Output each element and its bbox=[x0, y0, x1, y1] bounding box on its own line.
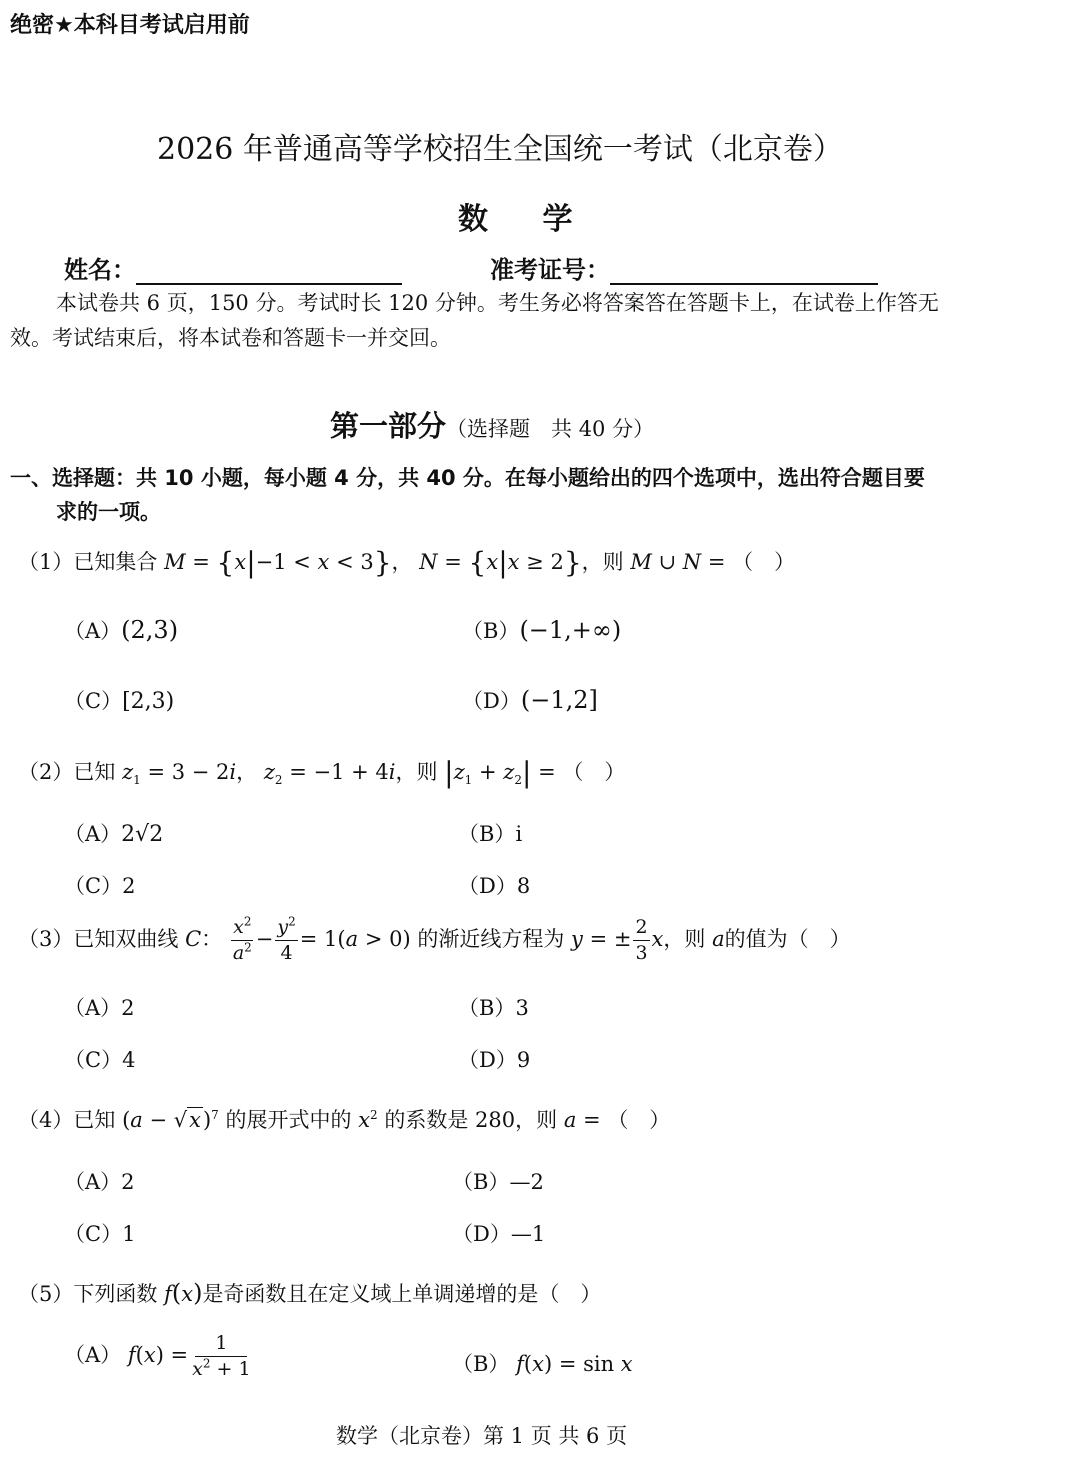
part1-heading bbox=[330, 404, 654, 445]
question-4 bbox=[18, 1104, 670, 1134]
option-label: （C） bbox=[64, 1222, 123, 1246]
option-text: (2,3) bbox=[121, 616, 179, 644]
question-number: （5） bbox=[18, 1282, 74, 1306]
question-mid-2: 的系数是 280，则 bbox=[384, 1108, 558, 1132]
option-text: 8 bbox=[516, 874, 531, 898]
option-1d[interactable] bbox=[462, 685, 598, 715]
option-text: (−1,2] bbox=[520, 686, 598, 714]
answer-blank: （ ） bbox=[787, 927, 851, 951]
math-a: a bbox=[712, 927, 725, 951]
option-label: （B） bbox=[458, 996, 516, 1020]
math-set-m: M = {x|−1 < x < 3} bbox=[164, 546, 392, 579]
question-text: 已知集合 bbox=[73, 550, 158, 574]
question-mid: 是奇函数且在定义域上单调递增的是 bbox=[202, 1282, 539, 1306]
question-conj: ，则 bbox=[395, 760, 438, 784]
section-heading-line-2: 求的一项。 bbox=[56, 500, 161, 524]
math-asymptote: y = ± $\frac{2}{3}$ x bbox=[571, 916, 664, 964]
answer-blank: （ ） bbox=[562, 760, 626, 784]
math-abs-sum: $|z_1 + z_2|$ = bbox=[444, 756, 556, 789]
option-label: （B） bbox=[462, 619, 520, 643]
math-hyperbola: C： $\frac{x^2}{a^2}$ − $\frac{y^2}{4}$ = 1(a > 0) bbox=[185, 914, 411, 964]
name-blank[interactable] bbox=[136, 257, 402, 285]
question-text: 已知双曲线 bbox=[73, 927, 179, 951]
subject-title: 数 学 bbox=[458, 202, 595, 237]
question-3 bbox=[18, 914, 851, 964]
question-5 bbox=[18, 1278, 601, 1308]
id-field-group bbox=[490, 250, 878, 285]
question-text: 已知 bbox=[73, 1108, 116, 1132]
option-text: 2 bbox=[121, 996, 135, 1020]
option-text: 9 bbox=[516, 1048, 531, 1072]
option-text: i bbox=[515, 822, 523, 846]
option-2a[interactable] bbox=[64, 818, 163, 848]
math-option-5a: f(x) = $\frac{1}{x^2 + 1}$ bbox=[127, 1332, 251, 1380]
option-label: （B） bbox=[452, 1170, 510, 1194]
question-1: （1）已知集合 M = {x|−1 < x < 3}， N = {x|x ≥ 2}，则 M ∪ N = （ ） bbox=[18, 546, 796, 579]
option-label: （C） bbox=[64, 1048, 123, 1072]
id-blank[interactable] bbox=[610, 257, 878, 285]
option-label: （A） bbox=[64, 1343, 122, 1367]
option-label: （D） bbox=[462, 689, 521, 713]
option-4a[interactable] bbox=[64, 1166, 135, 1196]
question-mid-1: 的展开式中的 bbox=[225, 1108, 352, 1132]
option-label: （D） bbox=[458, 1048, 517, 1072]
question-text: 下列函数 bbox=[73, 1282, 158, 1306]
option-3b[interactable] bbox=[458, 992, 529, 1022]
math-binomial: $(a - √x)^7$ bbox=[122, 1108, 219, 1132]
option-1a[interactable] bbox=[64, 615, 178, 645]
option-text: 2 bbox=[122, 874, 136, 898]
option-3a[interactable] bbox=[64, 992, 135, 1022]
option-label: （C） bbox=[64, 689, 123, 713]
page-footer: 数学（北京卷）第 1 页 共 6 页 bbox=[336, 1424, 628, 1448]
instructions-line-1: 本试卷共 6 页，150 分。考试时长 120 分钟。考生务必将答案答在答题卡上，在试卷上作答无 bbox=[56, 291, 939, 315]
option-text: —2 bbox=[509, 1170, 544, 1194]
option-text: 1 bbox=[122, 1222, 136, 1246]
option-3d[interactable] bbox=[458, 1044, 530, 1074]
id-label: 准考证号： bbox=[490, 256, 610, 284]
option-text: (−1,+∞) bbox=[519, 616, 622, 644]
question-suffix-2: 的值为 bbox=[724, 927, 788, 951]
option-label: （B） bbox=[452, 1352, 510, 1376]
option-3c[interactable] bbox=[64, 1044, 135, 1074]
option-label: （C） bbox=[64, 874, 123, 898]
math-fx: f(x) bbox=[164, 1279, 203, 1307]
option-1c[interactable] bbox=[64, 685, 174, 715]
question-suffix-1: ，则 bbox=[663, 927, 706, 951]
math-a-eq: a = bbox=[563, 1108, 601, 1132]
option-text: 2√2 bbox=[121, 822, 164, 847]
option-label: （B） bbox=[458, 822, 516, 846]
option-text: 4 bbox=[122, 1048, 136, 1072]
option-label: （A） bbox=[64, 619, 122, 643]
option-text: [2,3) bbox=[122, 689, 175, 714]
option-label: （D） bbox=[458, 874, 517, 898]
question-number: （3） bbox=[18, 927, 74, 951]
option-4c[interactable] bbox=[64, 1218, 135, 1248]
question-number: （1） bbox=[18, 550, 74, 574]
option-2c[interactable] bbox=[64, 870, 135, 900]
math-z1: $z_1 = 3 - 2i$ bbox=[122, 760, 237, 788]
option-text: —1 bbox=[510, 1222, 546, 1246]
option-2b[interactable] bbox=[458, 818, 522, 848]
question-number: （4） bbox=[18, 1108, 74, 1132]
option-text: 2 bbox=[121, 1170, 135, 1194]
option-label: （A） bbox=[64, 996, 122, 1020]
name-label: 姓名： bbox=[64, 256, 136, 284]
section-heading-line-1: 一、选择题：共 10 小题，每小题 4 分，共 40 分。在每小题给出的四个选项中，选出符合题目要 bbox=[10, 466, 925, 490]
math-option-5b: f(x) = sin x bbox=[516, 1352, 633, 1376]
option-text: 3 bbox=[515, 996, 529, 1020]
question-2: （2）已知 $z_1 = 3 - 2i$， $z_2 = -1 + 4i$，则 $|z_1 + z_2|$ = （ ） bbox=[18, 756, 626, 789]
option-1b[interactable] bbox=[462, 615, 621, 645]
secret-label: 绝密★本科目考试启用前 bbox=[10, 13, 250, 38]
math-union: M ∪ N = bbox=[630, 550, 726, 574]
part1-subtitle: （选择题 共 40 分） bbox=[446, 417, 655, 441]
exam-title: 2026 年普通高等学校招生全国统一考试（北京卷） bbox=[157, 132, 843, 167]
question-number: （2） bbox=[18, 760, 74, 784]
math-set-n: N = {x|x ≥ 2} bbox=[419, 546, 582, 579]
option-label: （D） bbox=[452, 1222, 511, 1246]
answer-blank: （ ） bbox=[732, 550, 796, 574]
option-label: （A） bbox=[64, 1170, 122, 1194]
option-label: （A） bbox=[64, 822, 122, 846]
option-4b[interactable] bbox=[452, 1166, 544, 1196]
option-5a[interactable] bbox=[64, 1334, 255, 1379]
option-4d[interactable] bbox=[452, 1218, 545, 1248]
question-conj: ，则 bbox=[581, 550, 624, 574]
name-field-group bbox=[64, 250, 402, 285]
answer-blank: （ ） bbox=[538, 1282, 602, 1306]
question-text: 已知 bbox=[73, 760, 116, 784]
answer-blank: （ ） bbox=[607, 1108, 671, 1132]
instructions-line-2: 效。考试结束后，将本试卷和答题卡一并交回。 bbox=[10, 326, 451, 350]
part1-title: 第一部分 bbox=[330, 409, 447, 443]
option-2d[interactable] bbox=[458, 870, 530, 900]
math-z2: $z_2 = -1 + 4i$ bbox=[263, 760, 396, 788]
option-5b[interactable] bbox=[452, 1348, 633, 1378]
question-mid: 的渐近线方程为 bbox=[417, 927, 565, 951]
math-x2: $x^2$ bbox=[358, 1108, 378, 1132]
